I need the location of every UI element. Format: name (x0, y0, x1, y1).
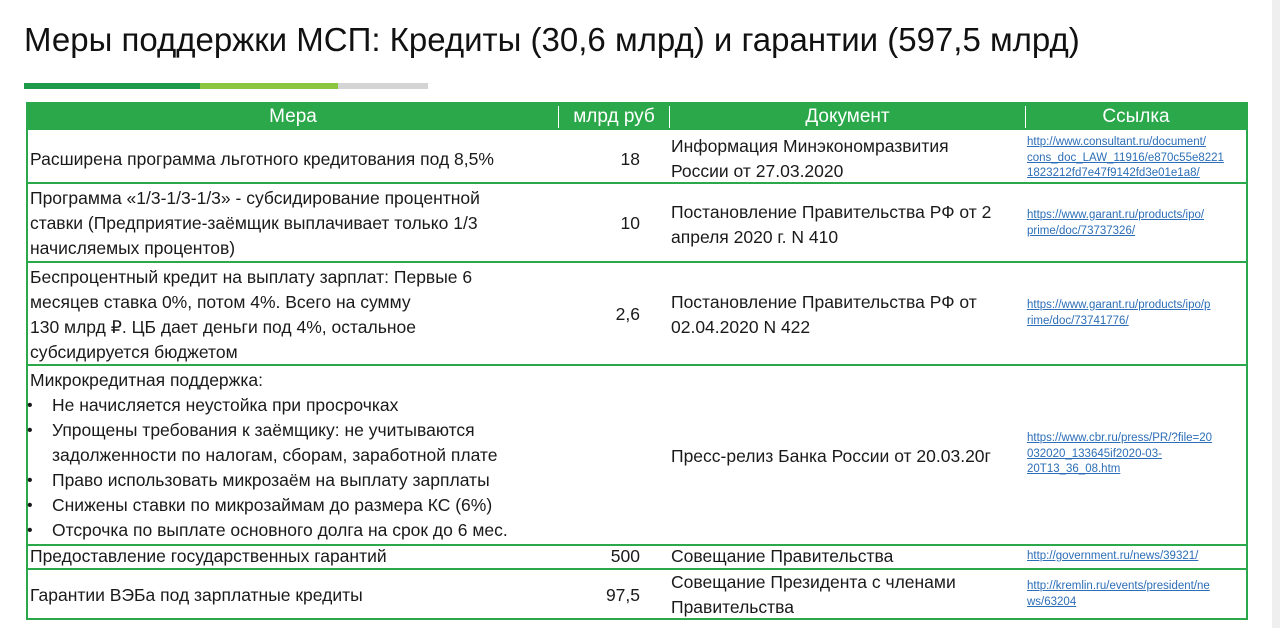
document-cell: Постановление Правительства РФ от 02.04.2020 N 422 (671, 292, 977, 337)
document-cell: Совещание Президента с членами Правительства (671, 572, 956, 617)
list-item: • Упрощены требования к заёмщику: не учитываются (30, 418, 508, 443)
measure-cell: Расширена программа льготного кредитования под 8,5% (30, 149, 494, 169)
measure-cell: Программа «1/3-1/3-1/3» - субсидирование процентной ставки (Предприятие-заёмщик выплачивает только 1/3 начисляемых процентов) (30, 188, 480, 258)
amount-cell: 18 (620, 149, 640, 169)
list-item: • Снижены ставки по микрозаймам до размера КС (6%) (30, 493, 508, 518)
source-link[interactable]: http://government.ru/news/39321/ (1027, 550, 1199, 562)
amount-cell: 2,6 (615, 304, 640, 324)
source-link[interactable]: http://kremlin.ru/events/president/ne ws/63204 (1027, 580, 1210, 608)
document-cell: Постановление Правительства РФ от 2 апреля 2020 г. N 410 (671, 202, 992, 247)
amount-cell: 10 (620, 213, 640, 233)
row-divider (28, 568, 1246, 570)
title-underline-gray (338, 83, 428, 89)
header-link: Ссылка (1102, 106, 1170, 127)
list-item: • Отсрочка по выплате основного долга на срок до 6 мес. (30, 518, 508, 543)
title-underline-green (24, 83, 200, 89)
source-link[interactable]: http://www.consultant.ru/document/ cons_doc_LAW_11916/e870c55e8221 1823212fd7e47f9142fd3e01e1a8/ (1027, 136, 1224, 179)
amount-cell: 97,5 (605, 585, 640, 605)
source-link[interactable]: https://www.garant.ru/products/ipo/ prime/doc/73737326/ (1027, 209, 1205, 237)
document-cell: Информация Минэкономразвития России от 27.03.2020 (671, 136, 949, 181)
document-cell: Пресс-релиз Банка России от 20.03.20г (671, 446, 991, 466)
measure-cell: Предоставление государственных гарантий (30, 546, 387, 566)
measures-table (26, 102, 1248, 620)
list-item: • Не начисляется неустойка при просрочках (30, 393, 508, 418)
header-measure: Мера (269, 106, 317, 127)
page-title: Меры поддержки МСП: Кредиты (30,6 млрд) и гарантии (597,5 млрд) (24, 21, 1080, 58)
title-underline-lightgreen (200, 83, 338, 89)
header-document: Документ (805, 106, 890, 127)
measure-cell: Гарантии ВЭБа под зарплатные кредиты (30, 585, 363, 605)
measure-bullet-list (30, 393, 508, 543)
list-item-continuation: задолженности по налогам, сборам, заработной плате (52, 445, 498, 465)
measure-subtitle: Микрокредитная поддержка: (30, 370, 264, 390)
source-link[interactable]: https://www.cbr.ru/press/PR/?file=20 032020_133645if2020-03- 20T13_36_08.htm (1027, 432, 1213, 475)
measure-cell (30, 368, 508, 543)
source-link[interactable]: https://www.garant.ru/products/ipo/p rime/doc/73741776/ (1027, 299, 1211, 327)
list-item: • Право использовать микрозаём на выплату зарплаты (30, 468, 508, 493)
amount-cell: 500 (610, 546, 640, 566)
row-divider (28, 261, 1246, 263)
table-header-row (28, 104, 1246, 130)
row-divider (28, 182, 1246, 184)
row-divider (28, 364, 1246, 366)
page-edge (1272, 0, 1280, 628)
header-amount: млрд руб (573, 106, 655, 127)
measure-cell: Беспроцентный кредит на выплату зарплат: Первые 6 месяцев ставка 0%, потом 4%. Всего на сумму 130 млрд ₽. ЦБ дает деньги под 4%, остальное субсидируется бюджетом (30, 267, 473, 362)
document-cell: Совещание Правительства (671, 546, 894, 566)
